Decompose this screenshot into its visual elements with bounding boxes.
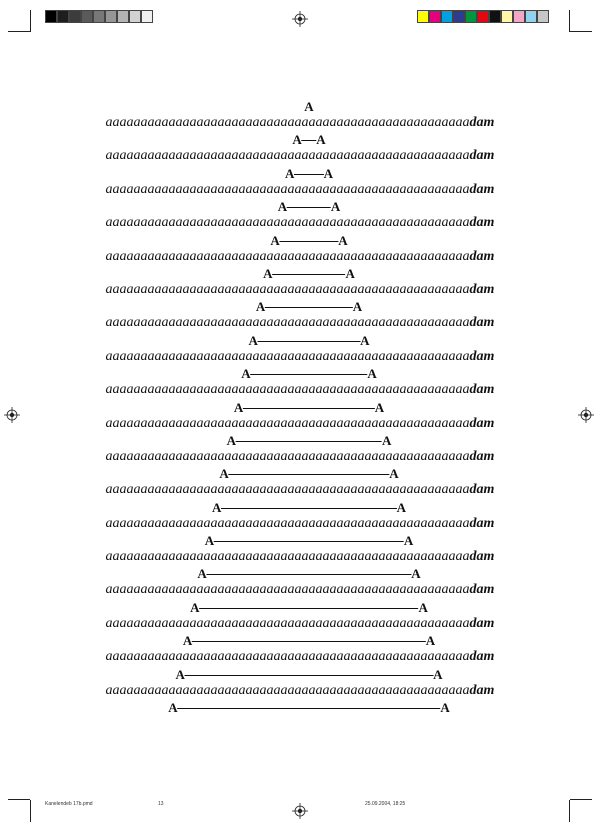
color-swatch [513,10,525,23]
connector-dash [207,574,411,575]
text-line [0,315,600,331]
line-ending: dam [469,181,495,197]
marker-row [0,265,600,282]
repeated-a-text: aaaaaaaaaaaaaaaaaaaaaaaaaaaaaaaaaaaaaaaaaaaaaaaaaaaa [105,415,470,431]
text-line [0,416,600,432]
repeated-a-text: aaaaaaaaaaaaaaaaaaaaaaaaaaaaaaaaaaaaaaaaaaaaaaaaaaaa [105,348,470,364]
text-line [0,683,600,699]
line-ending: dam [469,115,495,130]
marker-row [0,332,600,349]
connector-dash [178,708,441,709]
marker-letter: A [204,533,215,549]
marker-letter: A [330,199,341,215]
text-line [0,649,600,665]
line-ending: dam [469,582,495,598]
connector-dash [287,207,331,208]
connector-dash [302,140,317,141]
repeated-a-text: aaaaaaaaaaaaaaaaaaaaaaaaaaaaaaaaaaaaaaaaaaaaaaaaaaaa [105,448,470,464]
marker-letter: A [418,599,428,615]
repeated-a-text: aaaaaaaaaaaaaaaaaaaaaaaaaaaaaaaaaaaaaaaaaaaaaaaaaaaa [105,682,470,698]
marker-row [0,632,600,649]
marker-letter: A [219,466,229,482]
footer-timestamp: 25.09.2004, 18:25 [365,801,406,807]
connector-dash [243,408,374,409]
connector-dash [221,508,396,509]
line-ending: dam [469,649,495,665]
connector-dash [280,241,338,242]
text-line [0,449,600,465]
marker-letter: A [233,399,244,415]
line-ending: dam [469,615,495,631]
repeated-a-text: aaaaaaaaaaaaaaaaaaaaaaaaaaaaaaaaaaaaaaaaaaaaaaaaaaaa [105,615,470,631]
marker-row [0,365,600,382]
marker-letter: A [190,599,200,615]
connector-dash [258,341,360,342]
gray-swatch [105,10,117,23]
gray-swatch [141,10,153,23]
text-line [0,349,600,365]
line-ending: dam [469,549,495,565]
marker-row [0,499,600,516]
line-ending: dam [469,315,495,331]
connector-dash [273,274,346,275]
marker-letter: A [197,566,207,582]
marker-row [0,666,600,683]
crop-mark-bottom-left-h [8,799,30,800]
marker-letter: A [433,666,443,682]
text-line [0,616,600,632]
marker-row [0,198,600,215]
repeated-a-text: aaaaaaaaaaaaaaaaaaaaaaaaaaaaaaaaaaaaaaaaaaaaaaaaaaaa [105,582,470,598]
connector-dash [200,608,419,609]
registration-mark-bottom [292,803,308,819]
marker-letter: A [175,666,185,682]
line-ending: dam [469,515,495,531]
repeated-a-text: aaaaaaaaaaaaaaaaaaaaaaaaaaaaaaaaaaaaaaaaaaaaaaaaaaaa [105,281,470,297]
line-ending: dam [469,448,495,464]
gray-swatch [45,10,57,23]
repeated-a-text: aaaaaaaaaaaaaaaaaaaaaaaaaaaaaaaaaaaaaaaaaaaaaaaaaaaa [105,115,470,130]
line-ending: dam [469,415,495,431]
color-swatch [489,10,501,23]
gray-swatch [81,10,93,23]
marker-letter: A [367,366,377,382]
marker-letter: A [212,499,222,515]
color-swatch [525,10,537,23]
crop-mark-top-left-v [30,10,31,32]
repeated-a-text: aaaaaaaaaaaaaaaaaaaaaaaaaaaaaaaaaaaaaaaaaaaaaaaaaaaa [105,248,470,264]
marker-row [0,465,600,482]
repeated-a-text: aaaaaaaaaaaaaaaaaaaaaaaaaaaaaaaaaaaaaaaaaaaaaaaaaaaa [105,515,470,531]
text-line [0,182,600,198]
marker-letter: A [182,633,193,649]
connector-dash [214,541,404,542]
repeated-a-text: aaaaaaaaaaaaaaaaaaaaaaaaaaaaaaaaaaaaaaaaaaaaaaaaaaaa [105,215,470,231]
text-line [0,115,600,131]
marker-letter: A [226,432,236,448]
repeated-a-text: aaaaaaaaaaaaaaaaaaaaaaaaaaaaaaaaaaaaaaaaaaaaaaaaaaaa [105,181,470,197]
line-ending: dam [469,682,495,698]
marker-letter: A [168,700,178,716]
marker-letter: A [292,132,302,148]
repeated-a-text: aaaaaaaaaaaaaaaaaaaaaaaaaaaaaaaaaaaaaaaaaaaaaaaaaaaa [105,148,470,164]
color-swatch [429,10,441,23]
connector-dash [185,675,433,676]
marker-row [0,532,600,549]
line-ending: dam [469,248,495,264]
marker-row [0,565,600,582]
color-swatch [465,10,477,23]
marker-row [0,399,600,416]
connector-dash [294,174,323,175]
marker-letter: A [270,232,280,248]
marker-letter: A [389,466,399,482]
marker-row [0,432,600,449]
gray-swatch-row [45,10,153,23]
text-line [0,382,600,398]
text-line [0,582,600,598]
marker-row [0,599,600,616]
registration-mark-top [292,11,308,27]
line-ending: dam [469,348,495,364]
crop-mark-bottom-right-v [569,800,570,822]
text-line [0,482,600,498]
color-swatch [477,10,489,23]
gray-swatch [69,10,81,23]
gray-swatch [117,10,129,23]
connector-dash [265,307,353,308]
color-swatch-row [417,10,549,23]
repeated-a-text: aaaaaaaaaaaaaaaaaaaaaaaaaaaaaaaaaaaaaaaaaaaaaaaaaaaa [105,382,470,398]
footer-page-number: 13 [158,801,164,807]
connector-dash [251,374,368,375]
color-swatch [441,10,453,23]
marker-letter: A [396,499,406,515]
marker-letter: A [345,265,355,281]
text-line [0,282,600,298]
marker-row [0,98,600,115]
text-line [0,249,600,265]
line-ending: dam [469,215,495,231]
crop-mark-top-left-h [8,31,30,32]
concrete-poem [0,98,600,716]
marker-letter: A [425,633,436,649]
repeated-a-text: aaaaaaaaaaaaaaaaaaaaaaaaaaaaaaaaaaaaaaaaaaaaaaaaaaaa [105,649,470,665]
gray-swatch [129,10,141,23]
footer-filename: Kanelendeb 17b.pmd [45,801,93,807]
marker-letter: A [403,533,414,549]
marker-row [0,131,600,148]
marker-letter: A [304,99,314,114]
line-ending: dam [469,482,495,498]
text-line [0,549,600,565]
marker-letter: A [440,700,450,716]
color-swatch [537,10,549,23]
text-line [0,148,600,164]
repeated-a-text: aaaaaaaaaaaaaaaaaaaaaaaaaaaaaaaaaaaaaaaaaaaaaaaaaaaa [105,315,470,331]
line-ending: dam [469,281,495,297]
marker-row [0,165,600,182]
crop-mark-bottom-left-v [30,800,31,822]
marker-letter: A [360,332,370,348]
marker-letter: A [323,165,333,181]
connector-dash [236,441,382,442]
line-ending: dam [469,382,495,398]
gray-swatch [93,10,105,23]
marker-row [0,232,600,249]
marker-letter: A [316,132,326,148]
marker-letter: A [263,265,273,281]
marker-letter: A [241,366,251,382]
line-ending: dam [469,148,495,164]
crop-mark-top-right-v [569,10,570,32]
marker-letter: A [338,232,348,248]
marker-letter: A [374,399,385,415]
text-line [0,516,600,532]
connector-dash [192,641,426,642]
marker-letter: A [382,432,392,448]
crop-mark-top-right-h [570,31,592,32]
color-swatch [417,10,429,23]
marker-letter: A [285,165,295,181]
marker-letter: A [352,299,363,315]
color-swatch [453,10,465,23]
marker-row [0,298,600,315]
text-line [0,215,600,231]
marker-letter: A [255,299,266,315]
marker-letter: A [277,199,288,215]
connector-dash [229,474,390,475]
marker-letter: A [411,566,421,582]
color-swatch [501,10,513,23]
marker-letter: A [248,332,258,348]
repeated-a-text: aaaaaaaaaaaaaaaaaaaaaaaaaaaaaaaaaaaaaaaaaaaaaaaaaaaa [105,482,470,498]
gray-swatch [57,10,69,23]
crop-mark-bottom-right-h [570,799,592,800]
repeated-a-text: aaaaaaaaaaaaaaaaaaaaaaaaaaaaaaaaaaaaaaaaaaaaaaaaaaaa [105,549,470,565]
marker-row [0,699,600,716]
